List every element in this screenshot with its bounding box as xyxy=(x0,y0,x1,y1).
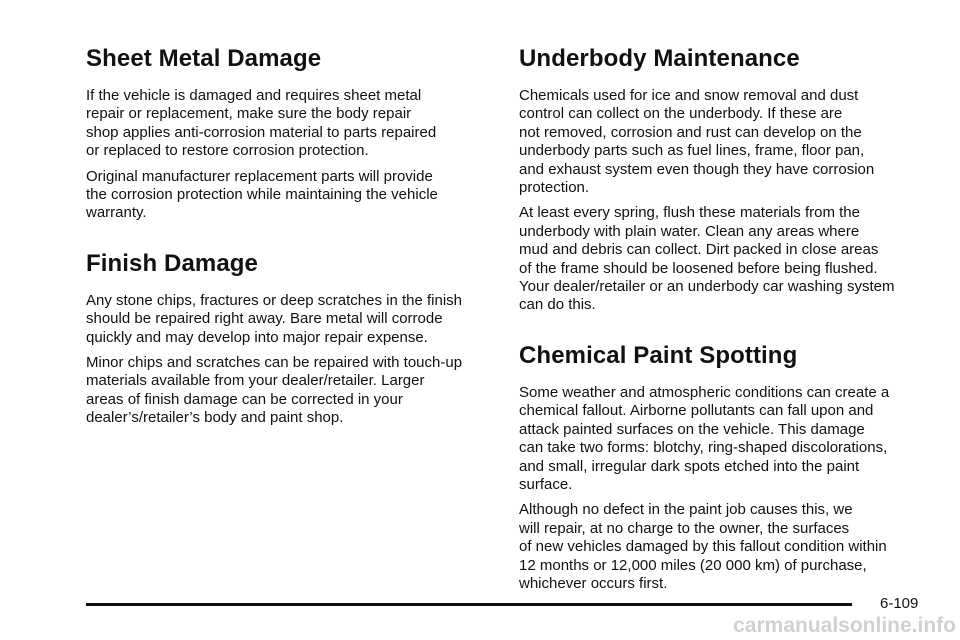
text-line: can do this. xyxy=(519,296,596,314)
paragraph xyxy=(519,87,929,197)
text-line: Some weather and atmospheric conditions can create a xyxy=(519,383,890,401)
section-heading: Finish Damage xyxy=(86,249,259,277)
paragraph xyxy=(86,168,496,223)
text-line: repair or replacement, make sure the body repair xyxy=(86,105,412,123)
text-line: and exhaust system even though they have corrosion xyxy=(519,160,875,178)
paragraph xyxy=(519,204,929,314)
text-line: not removed, corrosion and rust can develop on the xyxy=(519,123,862,141)
text-line: warranty. xyxy=(86,204,147,222)
text-line: Original manufacturer replacement parts will provide xyxy=(86,167,433,185)
text-line: quickly and may develop into major repair expense. xyxy=(86,328,428,346)
paragraph xyxy=(86,87,496,161)
text-line: mud and debris can collect. Dirt packed in close areas xyxy=(519,241,879,259)
text-line: should be repaired right away. Bare metal will corrode xyxy=(86,310,443,328)
section-heading: Chemical Paint Spotting xyxy=(519,341,798,369)
text-line: chemical fallout. Airborne pollutants can fall upon and xyxy=(519,402,874,420)
section-underbody-maintenance xyxy=(519,44,929,315)
text-line: or replaced to restore corrosion protection. xyxy=(86,142,369,160)
text-line: shop applies anti-corrosion material to parts repaired xyxy=(86,123,437,141)
text-line: dealer’s/retailer’s body and paint shop. xyxy=(86,409,344,427)
section-gap xyxy=(86,230,496,249)
text-line: the corrosion protection while maintaining the vehicle xyxy=(86,186,438,204)
text-line: can take two forms: blotchy, ring-shaped discolorations, xyxy=(519,439,888,457)
text-line: Although no defect in the paint job causes this, we xyxy=(519,501,853,519)
footer-rule xyxy=(86,603,852,606)
section-heading: Sheet Metal Damage xyxy=(86,45,322,72)
text-line: materials available from your dealer/retailer. Larger xyxy=(86,372,425,390)
section-finish-damage xyxy=(86,249,496,428)
text-line: and small, irregular dark spots etched into the paint xyxy=(519,457,860,475)
text-line: protection. xyxy=(519,179,590,197)
section-chemical-paint-spotting xyxy=(519,341,929,593)
text-line: control can collect on the underbody. If these are xyxy=(519,105,843,123)
text-line: whichever occurs first. xyxy=(519,574,668,592)
text-line: attack painted surfaces on the vehicle. This damage xyxy=(519,420,865,438)
paragraph xyxy=(519,384,929,494)
text-line: At least every spring, flush these materials from the xyxy=(519,204,860,222)
section-gap xyxy=(519,322,929,341)
text-line: surface. xyxy=(519,475,573,493)
text-line: underbody with plain water. Clean any areas where xyxy=(519,222,860,240)
text-line: areas of finish damage can be corrected in your xyxy=(86,390,403,408)
left-column xyxy=(86,44,496,435)
text-line: Minor chips and scratches can be repaired with touch-up xyxy=(86,354,463,372)
right-column xyxy=(519,44,929,600)
text-line: Any stone chips, fractures or deep scratches in the finish xyxy=(86,291,463,309)
text-line: Chemicals used for ice and snow removal and dust xyxy=(519,87,859,104)
text-line: of new vehicles damaged by this fallout condition within xyxy=(519,538,887,556)
paragraph xyxy=(86,292,496,347)
text-line: underbody parts such as fuel lines, frame, floor pan, xyxy=(519,142,865,160)
watermark: carmanualsonline.info xyxy=(733,614,956,637)
section-sheet-metal-damage xyxy=(86,44,496,223)
page-number: 6-109 xyxy=(880,595,919,612)
paragraph xyxy=(519,501,929,593)
text-line: will repair, at no charge to the owner, the surfaces xyxy=(519,519,850,537)
text-line: 12 months or 12,000 miles (20 000 km) of purchase, xyxy=(519,556,867,574)
text-line: If the vehicle is damaged and requires sheet metal xyxy=(86,87,422,104)
text-line: of the frame should be loosened before being flushed. xyxy=(519,259,878,277)
text-line: Your dealer/retailer or an underbody car washing system xyxy=(519,278,895,296)
paragraph xyxy=(86,354,496,428)
section-heading: Underbody Maintenance xyxy=(519,45,800,72)
